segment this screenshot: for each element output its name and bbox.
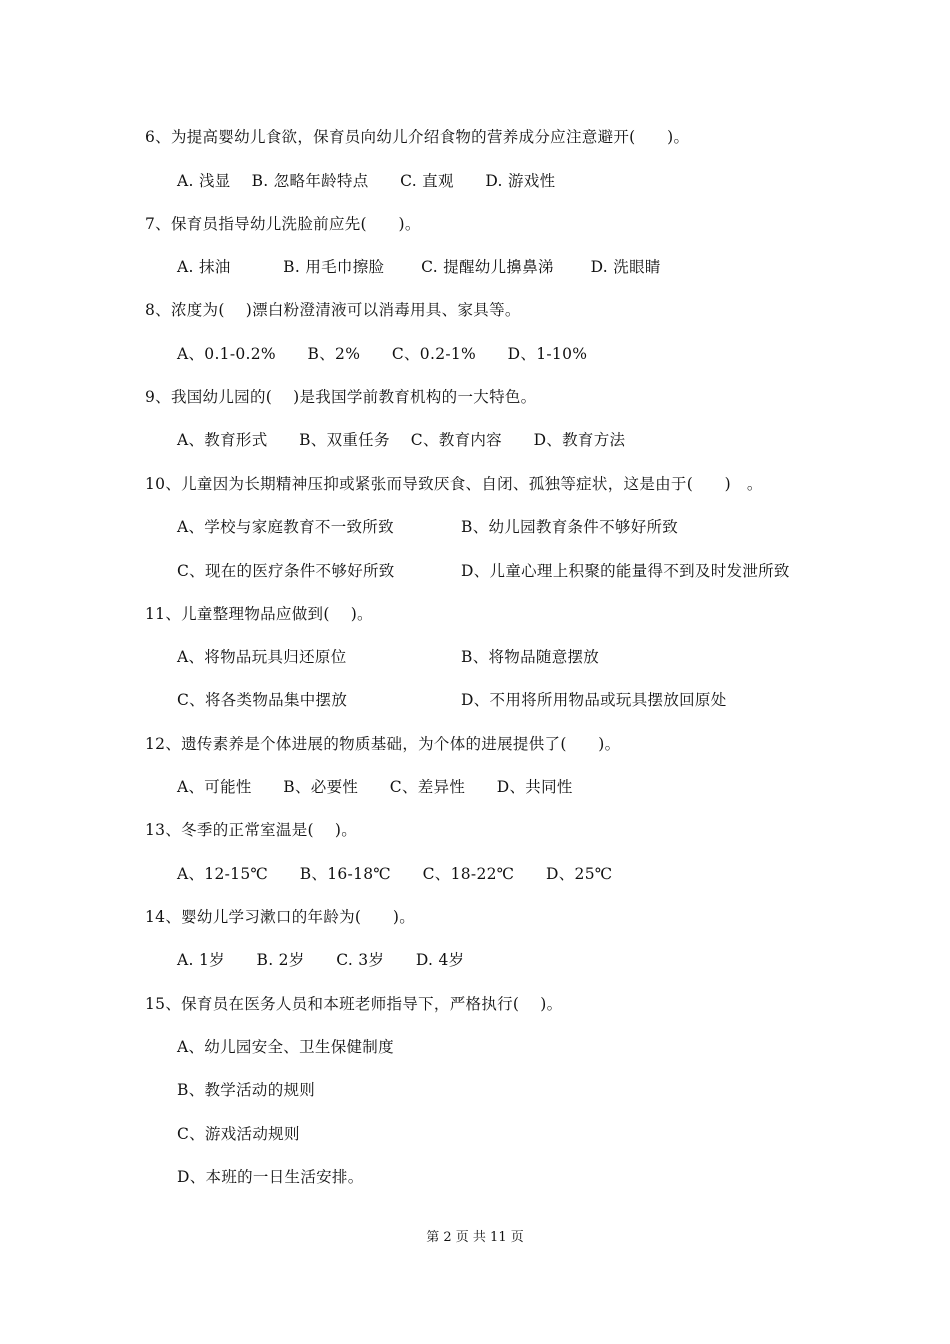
question-10-stem: 10、儿童因为长期精神压抑或紧张而导致厌食、自闭、孤独等症状，这是由于( ) 。 bbox=[145, 475, 763, 493]
question-15-stem: 15、保育员在医务人员和本班老师指导下，严格执行( )。 bbox=[145, 995, 563, 1013]
question-8-stem: 8、浓度为( )漂白粉澄清液可以消毒用具、家具等。 bbox=[145, 301, 521, 319]
question-6-stem: 6、为提高婴幼儿食欲，保育员向幼儿介绍食物的营养成分应注意避开( )。 bbox=[145, 128, 690, 146]
question-14-stem: 14、婴幼儿学习漱口的年龄为( )。 bbox=[145, 908, 416, 926]
question-13-stem: 13、冬季的正常室温是( )。 bbox=[145, 821, 358, 839]
question-12-stem: 12、遗传素养是个体进展的物质基础，为个体的进展提供了( )。 bbox=[145, 735, 621, 753]
question-11-option-c: C、将各类物品集中摆放 bbox=[177, 691, 348, 709]
question-15-option-c: C、游戏活动规则 bbox=[177, 1125, 300, 1143]
question-14-options: A. 1岁 B. 2岁 C. 3岁 D. 4岁 bbox=[177, 951, 465, 969]
question-12-options: A、可能性 B、必要性 C、差异性 D、共同性 bbox=[177, 778, 573, 796]
question-15-option-d: D、本班的一日生活安排。 bbox=[177, 1168, 364, 1186]
question-9-stem: 9、我国幼儿园的( )是我国学前教育机构的一大特色。 bbox=[145, 388, 537, 406]
question-10-option-d: D、儿童心理上积聚的能量得不到及时发泄所致 bbox=[461, 562, 790, 580]
question-7-stem: 7、保育员指导幼儿洗脸前应先( )。 bbox=[145, 215, 421, 233]
question-9-options: A、教育形式 B、双重任务 C、教育内容 D、教育方法 bbox=[177, 431, 626, 449]
question-6-options: A. 浅显 B. 忽略年龄特点 C. 直观 D. 游戏性 bbox=[177, 172, 556, 190]
question-8-options: A、0.1-0.2% B、2% C、0.2-1% D、1-10% bbox=[177, 345, 588, 363]
question-7-options: A. 抹油 B. 用毛巾擦脸 C. 提醒幼儿擤鼻涕 D. 洗眼睛 bbox=[177, 258, 661, 276]
question-11-option-d: D、不用将所用物品或玩具摆放回原处 bbox=[461, 691, 727, 709]
question-10-option-b: B、幼儿园教育条件不够好所致 bbox=[461, 518, 679, 536]
page-footer: 第 2 页 共 11 页 bbox=[426, 1230, 524, 1245]
question-10-option-c: C、现在的医疗条件不够好所致 bbox=[177, 562, 395, 580]
question-15-option-a: A、幼儿园安全、卫生保健制度 bbox=[177, 1038, 394, 1056]
question-13-options: A、12-15℃ B、16-18℃ C、18-22℃ D、25℃ bbox=[177, 865, 613, 883]
question-15-option-b: B、教学活动的规则 bbox=[177, 1081, 316, 1099]
question-10-option-a: A、学校与家庭教育不一致所致 bbox=[177, 518, 394, 536]
question-11-option-a: A、将物品玩具归还原位 bbox=[177, 648, 347, 666]
question-11-option-b: B、将物品随意摆放 bbox=[461, 648, 600, 666]
question-11-stem: 11、儿童整理物品应做到( )。 bbox=[145, 605, 373, 623]
